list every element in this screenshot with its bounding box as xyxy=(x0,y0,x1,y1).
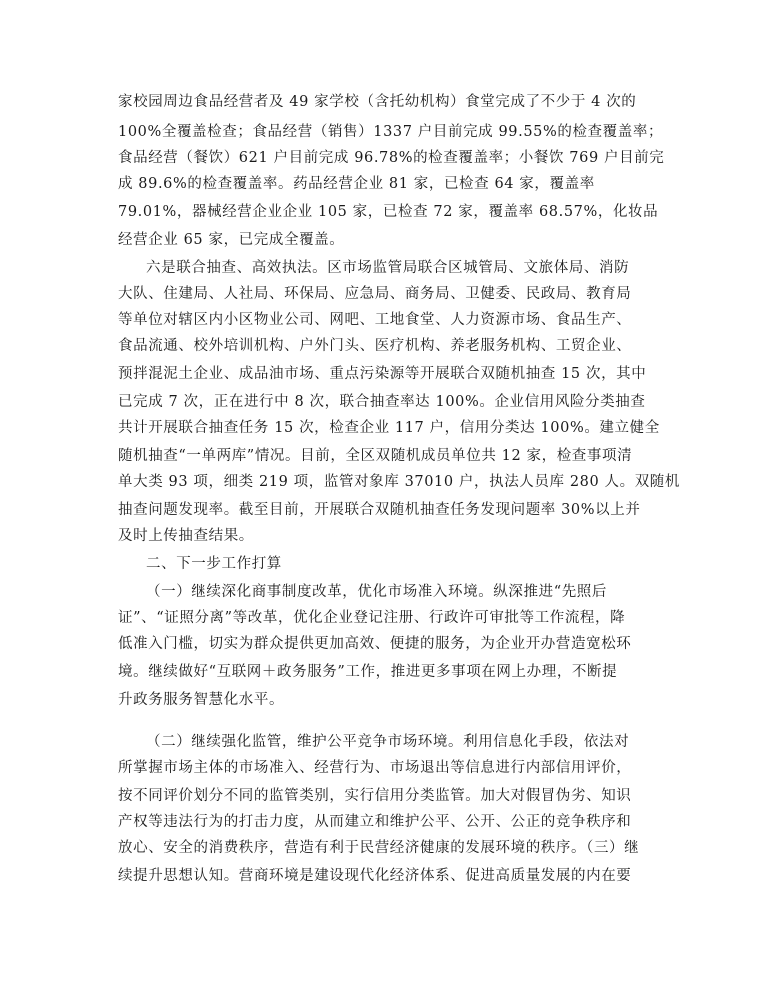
text-line: 食品流通、校外培训机构、户外门头、医疗机构、养老服务机构、工贸企业、 xyxy=(118,338,632,354)
text-line: 续提升思想认知。营商环境是建设现代化经济体系、促进高质量发展的内在要 xyxy=(118,868,632,884)
section-heading: 二、下一步工作打算 xyxy=(146,556,282,572)
text-line: 等单位对辖区内小区物业公司、网吧、工地食堂、人力资源市场、食品生产、 xyxy=(118,312,632,328)
text-line: 单大类 93 项，细类 219 项，监管对象库 37010 户，执法人员库 280 人。双随机 xyxy=(118,474,680,490)
text-line: 家校园周边食品经营者及 49 家学校（含托幼机构）食堂完成了不少于 4 次的 xyxy=(118,94,637,110)
text-line: 成 89.6%的检查覆盖率。药品经营企业 81 家，已检查 64 家，覆盖率 xyxy=(118,176,595,192)
paragraph-first-line: 六是联合抽查、高效执法。区市场监管局联合区城管局、文旅体局、消防 xyxy=(146,260,630,276)
text-line: 已完成 7 次，正在进行中 8 次，联合抽查率达 100%。企业信用风险分类抽查 xyxy=(118,394,646,410)
text-line: 及时上传抽查结果。 xyxy=(118,528,254,544)
text-line: 随机抽查“一单两库”情况。目前，全区双随机成员单位共 12 家，检查事项清 xyxy=(118,448,633,464)
text-line: 共计开展联合抽查任务 15 次，检查企业 117 户，信用分类达 100%。建立健全 xyxy=(118,420,660,436)
text-line: 低准入门槛，切实为群众提供更加高效、便捷的服务，为企业开办营造宽松环 xyxy=(118,636,632,652)
text-line: 境。继续做好“互联网＋政务服务”工作，推进更多事项在网上办理，不断提 xyxy=(118,664,618,680)
text-line: 升政务服务智慧化水平。 xyxy=(118,692,285,708)
text-line: 抽查问题发现率。截至目前，开展联合双随机抽查任务发现问题率 30%以上并 xyxy=(118,502,641,518)
text-line: 证”、“证照分离”等改革，优化企业登记注册、行政许可审批等工作流程，降 xyxy=(118,610,626,626)
text-line: 经营企业 65 家，已完成全覆盖。 xyxy=(118,232,345,248)
text-line: 按不同评价划分不同的监管类别，实行信用分类监管。加大对假冒伪劣、知识 xyxy=(118,788,632,804)
text-line: 产权等违法行为的打击力度，从而建立和维护公平、公开、公正的竞争秩序和 xyxy=(118,814,632,830)
text-line: 放心、安全的消费秩序，营造有利于民营经济健康的发展环境的秩序。（三）继 xyxy=(118,840,640,856)
text-line: 预拌混泥土企业、成品油市场、重点污染源等开展联合双随机抽查 15 次，其中 xyxy=(118,366,647,382)
paragraph-first-line: （一）继续深化商事制度改革，优化市场准入环境。纵深推进“先照后 xyxy=(146,584,608,600)
text-line: 79.01%，器械经营企业企业 105 家，已检查 72 家，覆盖率 68.57%，化妆品 xyxy=(118,204,659,220)
text-line: 所掌握市场主体的市场准入、经营行为、市场退出等信息进行内部信用评价， xyxy=(118,760,632,776)
text-line: 大队、住建局、人社局、环保局、应急局、商务局、卫健委、民政局、教育局 xyxy=(118,286,632,302)
paragraph-first-line: （二）继续强化监管，维护公平竞争市场环境。利用信息化手段，依法对 xyxy=(146,734,630,750)
text-line: 食品经营（餐饮）621 户目前完成 96.78%的检查覆盖率；小餐饮 769 户目前完 xyxy=(118,150,665,166)
text-line: 100%全覆盖检查；食品经营（销售）1337 户目前完成 99.55%的检查覆盖率； xyxy=(118,124,664,140)
